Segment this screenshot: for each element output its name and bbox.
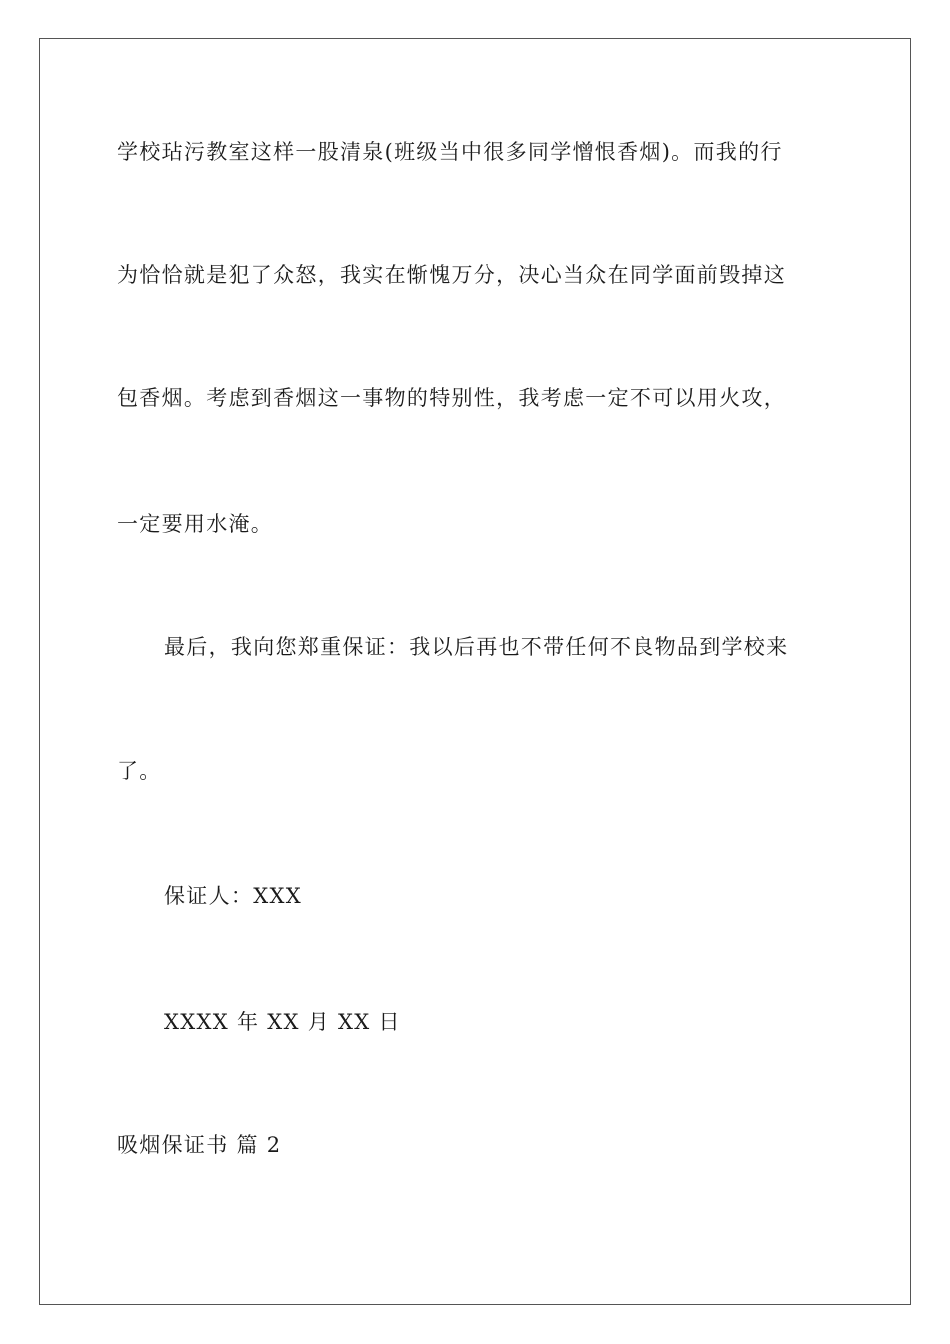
section-title: 吸烟保证书 篇 2 xyxy=(117,1133,282,1157)
date-line: XXXX 年 XX 月 XX 日 xyxy=(164,1010,401,1034)
body-text-line: 为恰恰就是犯了众怒，我实在惭愧万分，决心当众在同学面前毁掉这 xyxy=(117,263,786,287)
body-text-line: 最后，我向您郑重保证：我以后再也不带任何不良物品到学校来 xyxy=(164,635,789,659)
body-text-line: 学校玷污教室这样一股清泉(班级当中很多同学憎恨香烟)。而我的行 xyxy=(117,140,783,164)
body-text-line: 包香烟。考虑到香烟这一事物的特别性，我考虑一定不可以用火攻， xyxy=(117,386,786,410)
body-text-line: 了。 xyxy=(117,759,162,783)
signature-line: 保证人：XXX xyxy=(164,884,302,908)
page-border xyxy=(39,38,911,1305)
body-text-line: 一定要用水淹。 xyxy=(117,512,274,536)
